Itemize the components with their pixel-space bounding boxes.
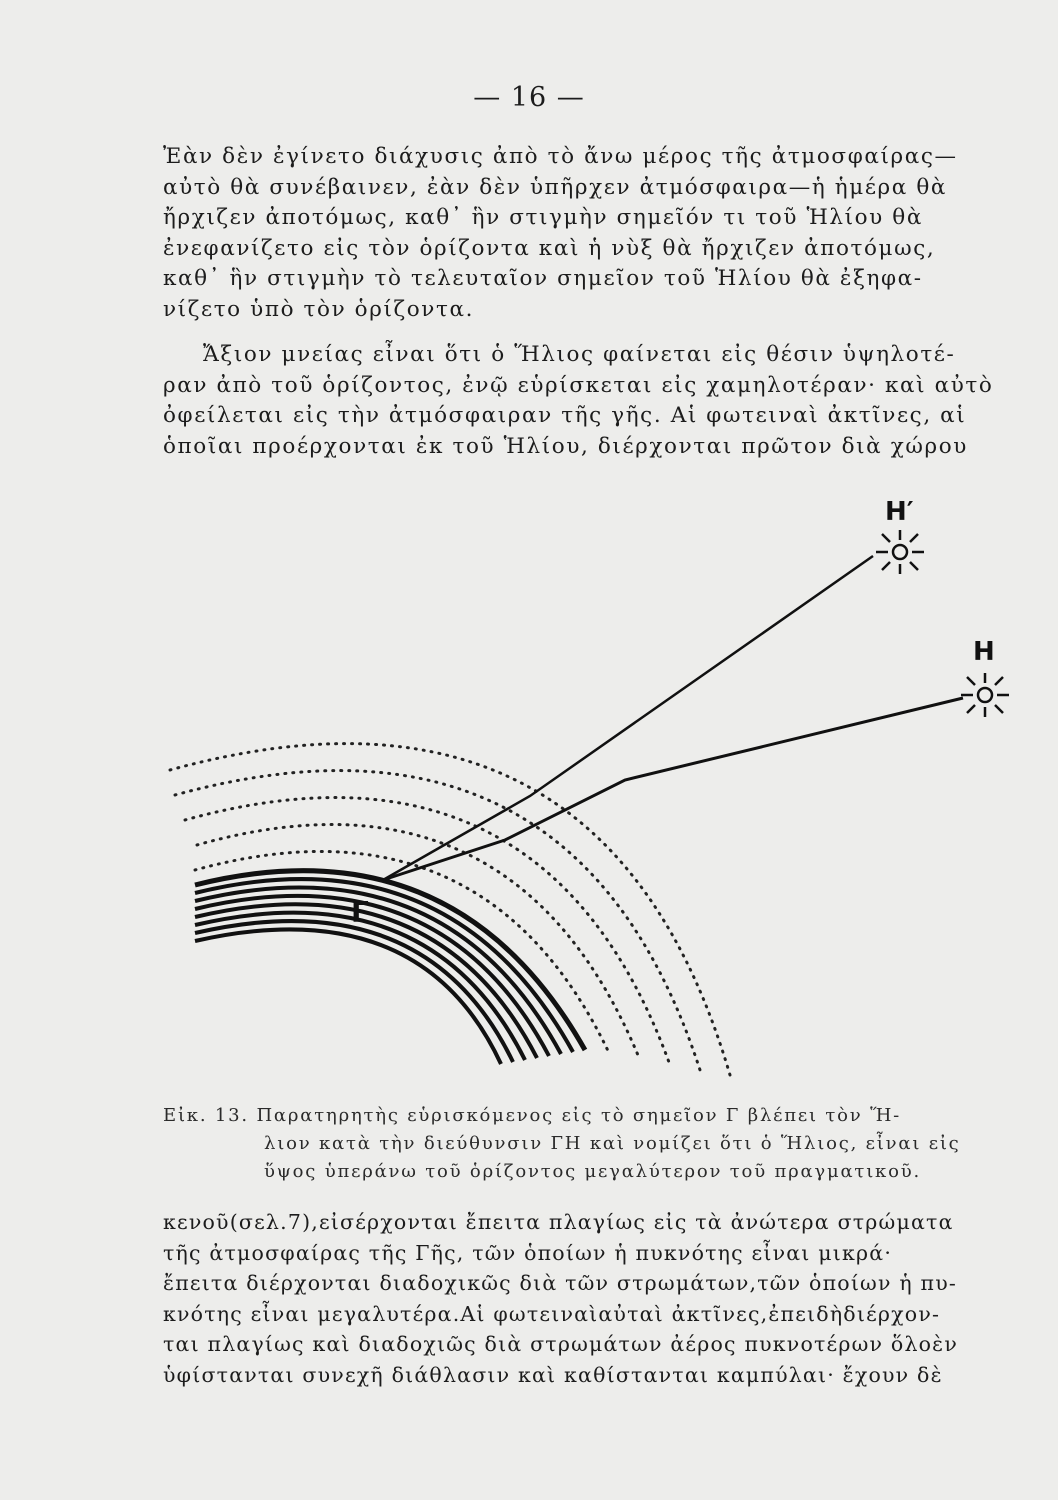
text-line: Ἐὰν δὲν ἐγίνετο διάχυσις ἀπὸ τὸ ἄνω μέρος τῆς ἀτμοσφαίρας—	[163, 144, 958, 169]
apparent-sun-icon	[876, 530, 924, 574]
text-line: ἔπειτα διέρχονται διαδοχικῶς διὰ τῶν στρωμάτων,τῶν ὁποίων ἡ πυ-	[163, 1271, 958, 1295]
refraction-diagram	[155, 490, 1035, 1090]
refraction-figure	[155, 490, 1035, 1090]
label-sun-true: Η	[973, 637, 995, 667]
text-line: ἐνεφανίζετο εἰς τὸν ὁρίζοντα καὶ ἡ νὺξ θὰ ἤρχιζεν ἀποτόμως,	[163, 235, 936, 261]
text-line: ραν ἀπὸ τοῦ ὁρίζοντος, ἐνῷ εὑρίσκεται εἰς χαμηλοτέραν· καὶ αὐτὸ	[163, 372, 994, 398]
paragraph-3	[163, 1207, 1033, 1390]
light-rays	[383, 556, 963, 880]
text-line: ται πλαγίως καὶ διαδοχιῶς διὰ στρωμάτων ἀέρος πυκνοτέρων ὅλοὲν	[163, 1332, 959, 1356]
text-line: κενοῦ(σελ.7),εἰσέρχονται ἔπειτα πλαγίως εἰς τὰ ἀνώτερα στρώματα	[163, 1210, 954, 1234]
earth-surface-layers	[195, 871, 585, 1064]
caption-line: ὕψος ὑπεράνω τοῦ ὁρίζοντος μεγαλύτερον τοῦ πραγματικοῦ.	[264, 1161, 921, 1182]
paragraph-2	[163, 340, 1033, 462]
caption-line: Εἰκ. 13. Παρατηρητὴς εὑρισκόμενος εἰς τὸ σημεῖον Γ βλέπει τὸν Ἥ-	[163, 1105, 902, 1126]
text-line: Ἄξιον μνείας εἶναι ὅτι ὁ Ἥλιος φαίνεται εἰς θέσιν ὑψηλοτέ-	[203, 342, 956, 367]
text-line: κνότης εἶναι μεγαλυτέρα.Αἱ φωτειναὶαὐταὶ ἀκτῖνες,ἐπειδὴδιέρχον-	[163, 1301, 941, 1326]
label-sun-apparent: Η′	[885, 497, 914, 527]
true-sun-icon	[961, 673, 1009, 717]
text-line: τῆς ἀτμοσφαίρας τῆς Γῆς, τῶν ὁποίων ἡ πυκνότης εἶναι μικρά·	[163, 1240, 893, 1265]
label-observer: Γ	[351, 896, 369, 929]
text-line: καθ᾿ ἣν στιγμὴν τὸ τελευταῖον σημεῖον τοῦ Ἡλίου θὰ ἐξηφα-	[163, 266, 923, 291]
ray-to-true-sun	[383, 698, 963, 880]
text-line: ὑφίστανται συνεχῆ διάθλασιν καὶ καθίστανται καμπύλαι· ἔχουν δὲ	[163, 1362, 943, 1387]
text-line: ὁποῖαι προέρχονται ἐκ τοῦ Ἡλίου, διέρχονται πρῶτον διὰ χώρου	[163, 433, 968, 459]
page-number: — 16 —	[473, 82, 585, 113]
text-line: ἤρχιζεν ἀποτόμως, καθ᾿ ἣν στιγμὴν σημεῖόν τι τοῦ Ἡλίου θὰ	[163, 205, 923, 230]
caption-line: λιον κατὰ τὴν διεύθυνσιν ΓΗ καὶ νομίζει ὅτι ὁ Ἥλιος, εἶναι εἰς	[264, 1133, 961, 1154]
text-line: νίζετο ὑπὸ τὸν ὁρίζοντα.	[163, 296, 475, 322]
paragraph-1	[163, 142, 1033, 325]
text-line: αὐτὸ θὰ συνέβαινεν, ἐὰν δὲν ὑπῆρχεν ἀτμόσφαιρα—ἡ ἡμέρα θὰ	[163, 174, 948, 200]
ray-to-apparent-sun	[383, 556, 873, 880]
figure-caption	[163, 1102, 1023, 1186]
text-line: ὀφείλεται εἰς τὴν ἀτμόσφαιραν τῆς γῆς. Αἱ φωτειναὶ ἀκτῖνες, αἱ	[163, 403, 967, 428]
